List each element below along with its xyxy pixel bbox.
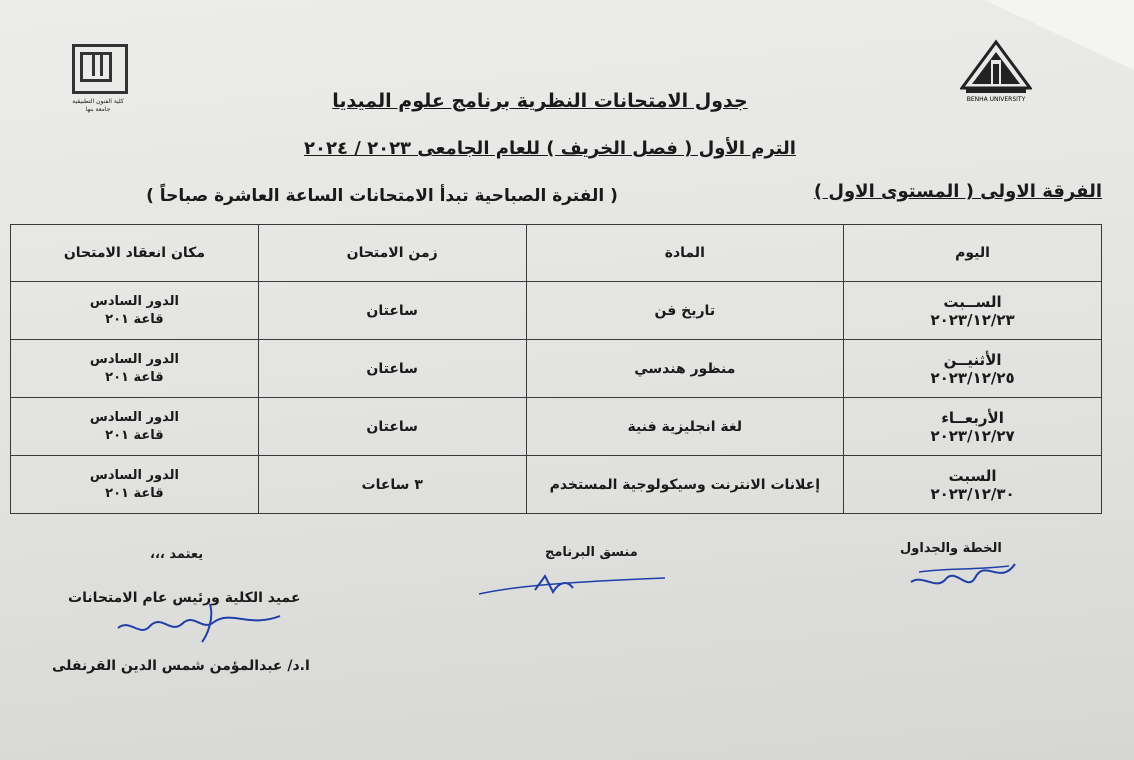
place-room: قاعة ٢٠١ [105, 369, 164, 385]
day-cell [844, 340, 1102, 398]
place-cell [11, 340, 259, 398]
table-row [11, 340, 1102, 398]
duration-cell: ساعتان [258, 282, 526, 340]
duration-cell: ساعتان [258, 340, 526, 398]
day-cell [844, 456, 1102, 514]
day-date: ٢٠٢٣/١٢/٢٣ [930, 310, 1015, 329]
day-name: الســبت [943, 292, 1002, 311]
header-duration: زمن الامتحان [258, 225, 526, 282]
page-title: جدول الامتحانات النظرية برنامج علوم الميديا [332, 90, 748, 112]
coordinator-handwritten-signature [475, 572, 675, 602]
day-cell [844, 398, 1102, 456]
place-cell [11, 282, 259, 340]
plan-signature-label: الخطة والجداول [900, 541, 1002, 556]
logo-caption: BENHA UNIVERSITY [966, 96, 1026, 103]
subject-cell: تاريخ فن [526, 282, 844, 340]
place-floor: الدور السادس [89, 351, 179, 367]
header-subject: المادة [526, 225, 844, 282]
day-date: ٢٠٢٣/١٢/٣٠ [930, 484, 1015, 503]
place-cell [11, 398, 259, 456]
term-line: الترم الأول ( فصل الخريف ) للعام الجامعى ٢٠٢٣ / ٢٠٢٤ [304, 138, 796, 159]
place-floor: الدور السادس [89, 409, 179, 425]
duration-cell: ٣ ساعات [258, 456, 526, 514]
day-name: الأربعــاء [941, 408, 1004, 427]
place-floor: الدور السادس [89, 467, 179, 483]
table-row [11, 398, 1102, 456]
logo-inner-frame [80, 52, 112, 82]
header-day: اليوم [844, 225, 1102, 282]
subject-cell: منظور هندسي [526, 340, 844, 398]
dean-title: عميد الكلية ورئيس عام الامتحانات [68, 590, 301, 606]
benha-university-logo [960, 38, 1032, 104]
duration-cell: ساعتان [258, 398, 526, 456]
table-header-row [11, 225, 1102, 282]
plan-handwritten-signature [905, 556, 1025, 596]
day-name: الأثنيــن [943, 350, 1002, 369]
header-place: مكان انعقاد الامتحان [11, 225, 259, 282]
subject-cell: لغة انجليزية فنية [526, 398, 844, 456]
place-room: قاعة ٢٠١ [105, 427, 164, 443]
logo-caption: كلية الفنون التطبيقية جامعة بنها [72, 98, 124, 113]
place-room: قاعة ٢٠١ [105, 485, 164, 501]
exam-schedule-table [10, 224, 1102, 514]
table-row [11, 456, 1102, 514]
group-line: الفرقة الاولى ( المستوى الاول ) [813, 181, 1102, 202]
place-cell [11, 456, 259, 514]
day-date: ٢٠٢٣/١٢/٢٥ [930, 368, 1015, 387]
dean-name: ا.د/ عبدالمؤمن شمس الدين القرنفلى [52, 658, 310, 674]
day-name: السبت [948, 466, 997, 485]
day-date: ٢٠٢٣/١٢/٢٧ [930, 426, 1015, 445]
faculty-logo [68, 44, 128, 118]
logo-bar [100, 52, 103, 76]
table-row [11, 282, 1102, 340]
subject-cell: إعلانات الانترنت وسيكولوجية المستخدم [526, 456, 844, 514]
coordinator-signature-label: منسق البرنامج [545, 545, 638, 560]
period-line: ( الفترة الصباحية تبدأ الامتحانات الساعة العاشرة صباحاً ) [146, 186, 618, 206]
logo-bar [92, 52, 95, 76]
place-room: قاعة ٢٠١ [105, 311, 164, 327]
day-cell [844, 282, 1102, 340]
approval-label: يعتمد ،،، [150, 547, 204, 562]
dean-handwritten-signature [110, 598, 310, 644]
place-floor: الدور السادس [89, 293, 179, 309]
